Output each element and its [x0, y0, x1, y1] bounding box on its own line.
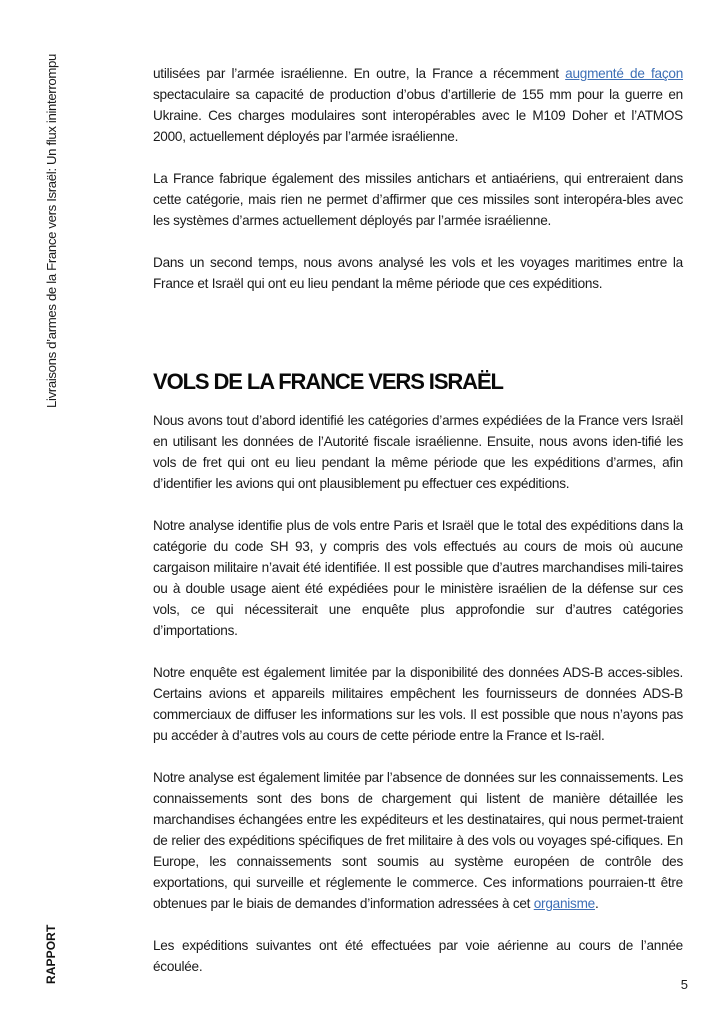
section-paragraph-2: Notre analyse identifie plus de vols entre Paris et Israël que le total des expéditions dans la catégorie du code SH 93, y compris des vols effectués au cours de mois où aucune cargaison militaire n’avait été identifiée. Il est possible que d’autres marchandises mili-taires ou à double usage aient été expédiées pour le ministère israélien de la défense sur ces vols, ce qui nécessiterait une enquête plus approfondie sur d’autres catégories d’importations.: [153, 518, 683, 638]
link-augmente-de-facon[interactable]: augmenté de façon: [565, 66, 684, 81]
section-paragraph-5: Les expéditions suivantes ont été effectuées par voie aérienne au cours de l’année écoulée.: [153, 938, 683, 974]
intro-paragraph-1: utilisées par l’armée israélienne. En outre, la France a récemment augmenté de façon spectaculaire sa capacité de production d’obus d’artillerie de 155 mm pour la guerre en Ukraine. Ces charges modulaires sont interopérables avec le M109 Doher et l’ATMOS 2000, actuellement déployés par l’armée israélienne.: [153, 66, 684, 144]
intro-paragraph-2: La France fabrique également des missiles antichars et antiaériens, qui entreraient dans cette catégorie, mais rien ne permet d’affirmer que ces missiles sont interopéra-bles avec les systèmes d’armes actuellement déployés par l’armée israélienne.: [153, 171, 683, 228]
page-number: 5: [680, 977, 688, 992]
link-organisme[interactable]: organisme: [533, 896, 595, 911]
intro-paragraph-3: Dans un second temps, nous avons analysé les vols et les voyages maritimes entre la France et Israël qui ont eu lieu pendant la même période que ces expéditions.: [153, 255, 683, 291]
section-paragraph-3: Notre enquête est également limitée par la disponibilité des données ADS-B acces-sibles. Certains avions et appareils militaires empêchent les fournisseurs de données ADS-B commerciaux de diffuser les informations sur les vols. Il est possible que nous n’ayons pas pu accéder à d’autres vols au cours de cette période entre la France et Is-raël.: [153, 665, 683, 743]
section-paragraph-4: Notre analyse est également limitée par l’absence de données sur les connaissements. Les connaissements sont des bons de chargement qui listent de manière détaillée les marchandises échangées entre les expéditeurs et les destinataires, qui nous permet-traient de relier des expéditions spécifiques de fret militaire à des vols ou voyages spé-cifiques. En Europe, les connaissements sont soumis au système européen de contrôle des exportations, qui surveille et réglemente le commerce. Ces informations pourraien-tt être obtenues par le biais de demandes d’information adressées à cet organisme.: [153, 770, 683, 911]
intro-text: [153, 63, 683, 294]
section-paragraph-1: Nous avons tout d’abord identifié les catégories d’armes expédiées de la France vers Israël en utilisant les données de l’Autorité fiscale israélienne. Ensuite, nous avons iden-tifié les vols de fret qui ont eu lieu pendant la même période que les expéditions d’armes, afin d’identifier les avions qui ont plausiblement pu effectuer ces expéditions.: [153, 413, 683, 491]
section-body: [153, 410, 683, 977]
section-heading: VOLS DE LA FRANCE VERS ISRAËL: [153, 369, 503, 394]
section-label: RAPPORT: [44, 924, 58, 984]
running-title: Livraisons d’armes de la France vers Israël: Un flux ininterrompu: [44, 54, 59, 408]
